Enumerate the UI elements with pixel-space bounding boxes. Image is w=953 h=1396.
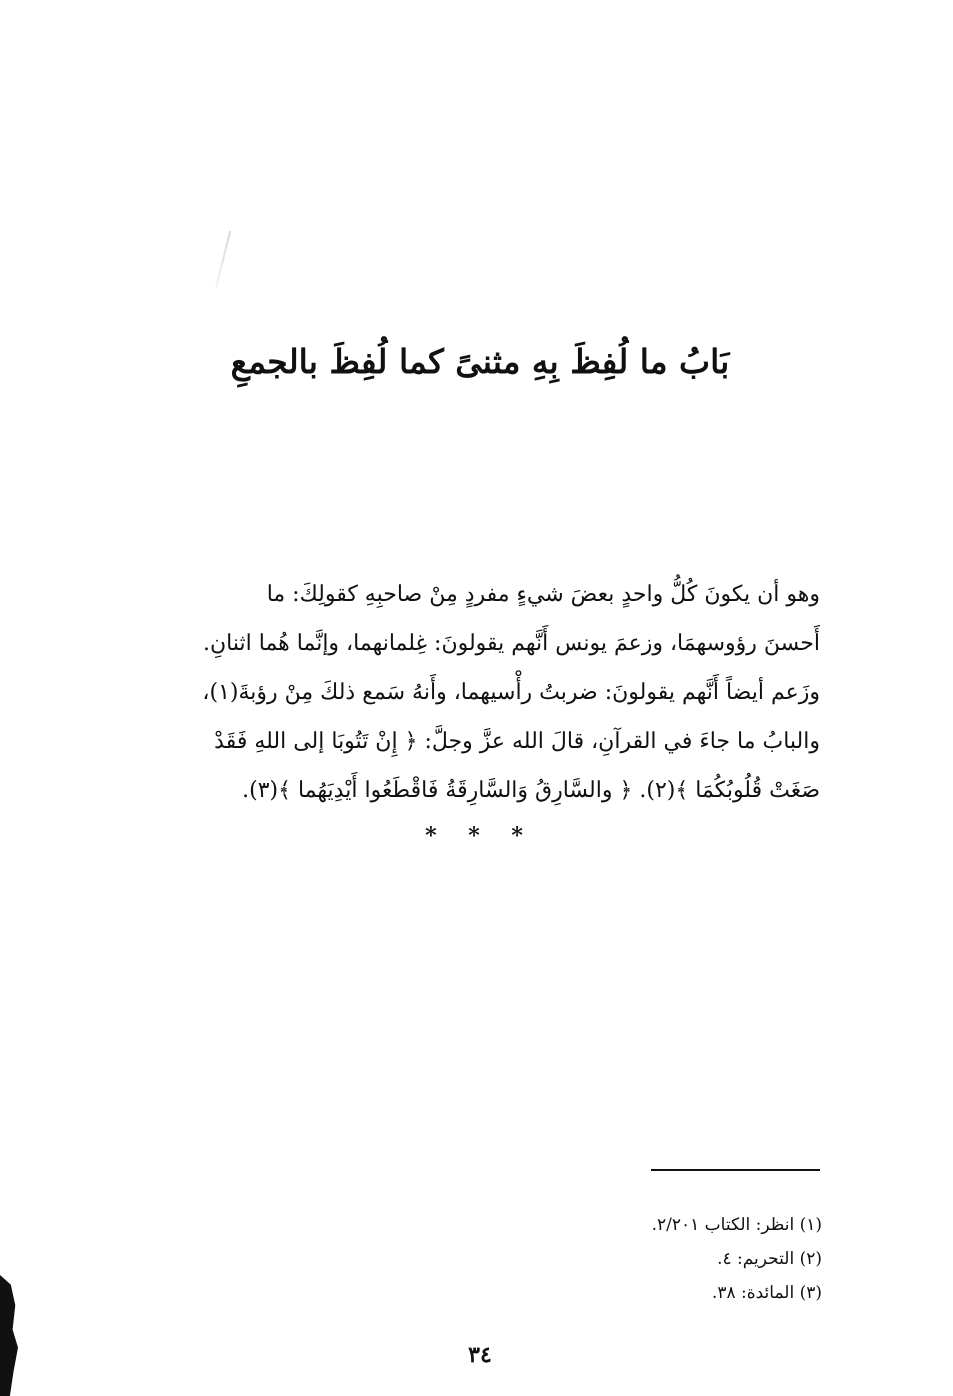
body-line-2: أَحسنَ رؤوسهمَا، وزعمَ يونس أَنَّهم يقولونَ: غِلمانهما، وإنَّما هُما اثنانِ. [203,631,820,656]
footnote-1: (١) انظر: الكتاب ٢/٢٠١. [651,1215,822,1235]
body-line-3: وزَعم أيضاً أَنَّهم يقولونَ: ضربتُ رأْسيهما، وأَنهُ سَمع ذلكَ مِنْ رؤبةَ(١)، [202,680,820,705]
footnote-divider [651,1169,820,1171]
chapter-title: بَابُ ما لُفِظَ بِهِ مثنىً كما لُفِظَ بالجمعِ [230,342,730,381]
body-line-5: صَغَتْ قُلُوبُكُمَا ﴾(٢). ﴿ والسَّارِقُ وَالسَّارِقَةُ فَاقْطَعُوا أَيْدِيَهُما ﴾(٣). [242,778,820,803]
footnotes [560,1208,822,1310]
section-separator: * * * [425,823,535,849]
scan-edge-mark [0,1275,18,1396]
body-paragraph [128,570,820,815]
body-line-1: وهو أن يكونَ كُلُّ واحدٍ بعضَ شيءٍ مفردٍ مِنْ صاحبِهِ كقولِكَ: ما [266,582,820,607]
footnote-2: (٢) التحريم: ٤. [717,1249,822,1269]
footnote-3: (٣) المائدة: ٣٨. [711,1283,822,1303]
body-line-4: والبابُ ما جاءَ في القرآنِ، قالَ الله عزَّ وجلَّ: ﴿ إِنْ تَتُوبَا إلى اللهِ فَقَدْ [214,729,820,754]
scan-stray-mark [215,231,231,290]
page-number: ٣٤ [468,1342,492,1368]
